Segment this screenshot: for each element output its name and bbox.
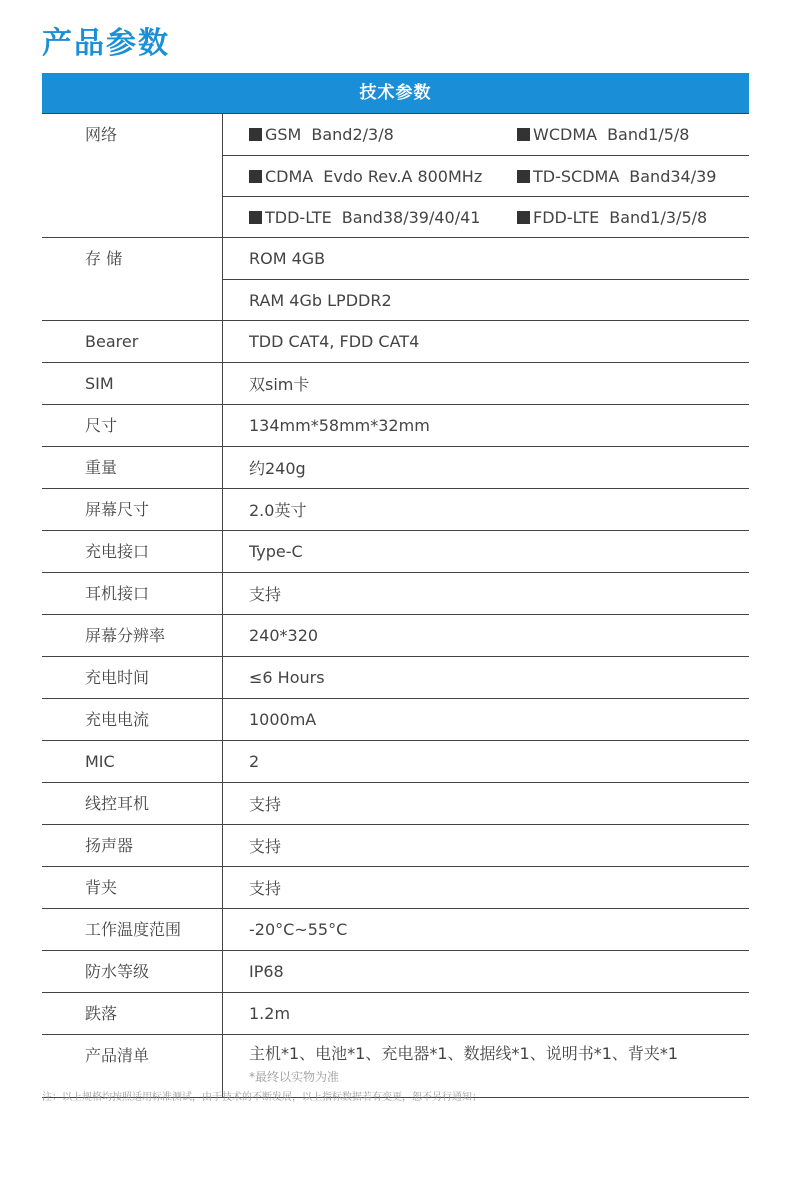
network-bands: Band1/5/8 [607, 125, 690, 144]
table-header: 技术参数 [42, 73, 749, 113]
page-title: 产品参数 [42, 26, 170, 61]
spec-label: 重量 [42, 447, 223, 488]
spec-row [42, 446, 749, 488]
spec-label: 工作温度范围 [42, 909, 223, 950]
network-bands: Band34/39 [629, 166, 717, 186]
spec-row [42, 908, 749, 950]
spec-value: ≤6 Hours [249, 668, 325, 687]
spec-value: -20°C~55°C [249, 920, 348, 939]
storage-values [223, 238, 749, 320]
square-bullet-icon [517, 170, 530, 183]
spec-label: 背夹 [42, 867, 223, 908]
spec-value: 134mm*58mm*32mm [249, 416, 430, 435]
network-name: CDMA [265, 166, 314, 186]
spec-value: 支持 [249, 585, 282, 604]
spec-row [42, 782, 749, 824]
network-bands: Band2/3/8 [311, 125, 394, 144]
network-entry [249, 125, 517, 144]
spec-table [42, 73, 749, 1098]
spec-value: TDD CAT4, FDD CAT4 [249, 332, 420, 351]
network-label: 网络 [42, 114, 223, 237]
spec-values [223, 783, 749, 824]
network-entry [249, 167, 517, 186]
spec-value: 支持 [249, 837, 282, 856]
spec-value: 约240g [249, 459, 306, 478]
spec-label: 充电电流 [42, 699, 223, 740]
spec-values [223, 909, 749, 950]
spec-value: 2 [249, 752, 260, 771]
storage-value: RAM 4Gb LPDDR2 [223, 279, 749, 320]
package-note: *最终以实物为准 [249, 1070, 340, 1084]
spec-label: SIM [42, 363, 223, 404]
storage-value: ROM 4GB [249, 249, 326, 268]
spec-row [42, 404, 749, 446]
spec-row [42, 866, 749, 908]
spec-row [42, 824, 749, 866]
spec-values [223, 321, 749, 362]
footnote: 注：以上规格均按照适用标准测试，由于技术的不断发展，以上指标数据若有变更，恕不另行通知； [42, 1092, 482, 1103]
spec-row [42, 698, 749, 740]
network-entry [517, 167, 737, 186]
network-row [223, 196, 749, 237]
spec-row [42, 740, 749, 782]
spec-row [42, 656, 749, 698]
network-bands: Band1/3/5/8 [609, 207, 708, 227]
storage-group [42, 237, 749, 320]
spec-values [223, 447, 749, 488]
spec-row [42, 950, 749, 992]
spec-row [42, 488, 749, 530]
network-entry [517, 125, 737, 144]
spec-value: 2.0英寸 [249, 501, 307, 520]
spec-values [223, 951, 749, 992]
spec-label: 尺寸 [42, 405, 223, 446]
square-bullet-icon [517, 128, 530, 141]
spec-row [42, 992, 749, 1034]
square-bullet-icon [249, 128, 262, 141]
spec-label: 屏幕尺寸 [42, 489, 223, 530]
spec-values [223, 573, 749, 614]
storage-label: 存 储 [42, 238, 223, 320]
spec-value: Type-C [249, 542, 303, 561]
spec-label: 线控耳机 [42, 783, 223, 824]
network-entry [249, 208, 517, 227]
spec-rows [42, 320, 749, 1034]
spec-row [42, 320, 749, 362]
spec-row [42, 530, 749, 572]
spec-row [42, 572, 749, 614]
spec-values [223, 825, 749, 866]
spec-values [223, 741, 749, 782]
spec-label: 跌落 [42, 993, 223, 1034]
spec-values [223, 699, 749, 740]
spec-values [223, 363, 749, 404]
spec-label: MIC [42, 741, 223, 782]
spec-label: 防水等级 [42, 951, 223, 992]
network-row [223, 155, 749, 196]
network-entry [517, 208, 737, 227]
network-bands: Evdo Rev.A 800MHz [323, 166, 483, 186]
network-group [42, 113, 749, 237]
square-bullet-icon [249, 170, 262, 183]
spec-values [223, 993, 749, 1034]
network-row [223, 114, 749, 155]
spec-value: IP68 [249, 962, 284, 981]
network-bands: Band38/39/40/41 [341, 207, 481, 227]
spec-label: 屏幕分辨率 [42, 615, 223, 656]
spec-label: 充电接口 [42, 531, 223, 572]
spec-label: 耳机接口 [42, 573, 223, 614]
spec-label: Bearer [42, 321, 223, 362]
spec-values [223, 405, 749, 446]
spec-value: 双sim卡 [249, 375, 310, 394]
spec-value: 支持 [249, 795, 282, 814]
spec-row [42, 614, 749, 656]
square-bullet-icon [249, 211, 262, 224]
spec-value: 1.2m [249, 1004, 291, 1023]
spec-values [223, 489, 749, 530]
spec-values [223, 657, 749, 698]
spec-value: 支持 [249, 879, 282, 898]
spec-label: 扬声器 [42, 825, 223, 866]
network-name: WCDMA [533, 125, 598, 144]
square-bullet-icon [517, 211, 530, 224]
package-contents: 主机*1、电池*1、充电器*1、数据线*1、说明书*1、背夹*1 [249, 1044, 679, 1063]
network-name: TD-SCDMA [533, 166, 620, 186]
package-label: 产品清单 [42, 1035, 223, 1097]
network-name: TDD-LTE [265, 207, 332, 227]
spec-label: 充电时间 [42, 657, 223, 698]
spec-row [42, 362, 749, 404]
spec-values [223, 867, 749, 908]
spec-values [223, 615, 749, 656]
spec-value: 240*320 [249, 626, 319, 645]
network-name: FDD-LTE [533, 207, 600, 227]
spec-values [223, 531, 749, 572]
network-values [223, 114, 749, 237]
spec-value: 1000mA [249, 710, 317, 729]
network-name: GSM [265, 125, 302, 144]
